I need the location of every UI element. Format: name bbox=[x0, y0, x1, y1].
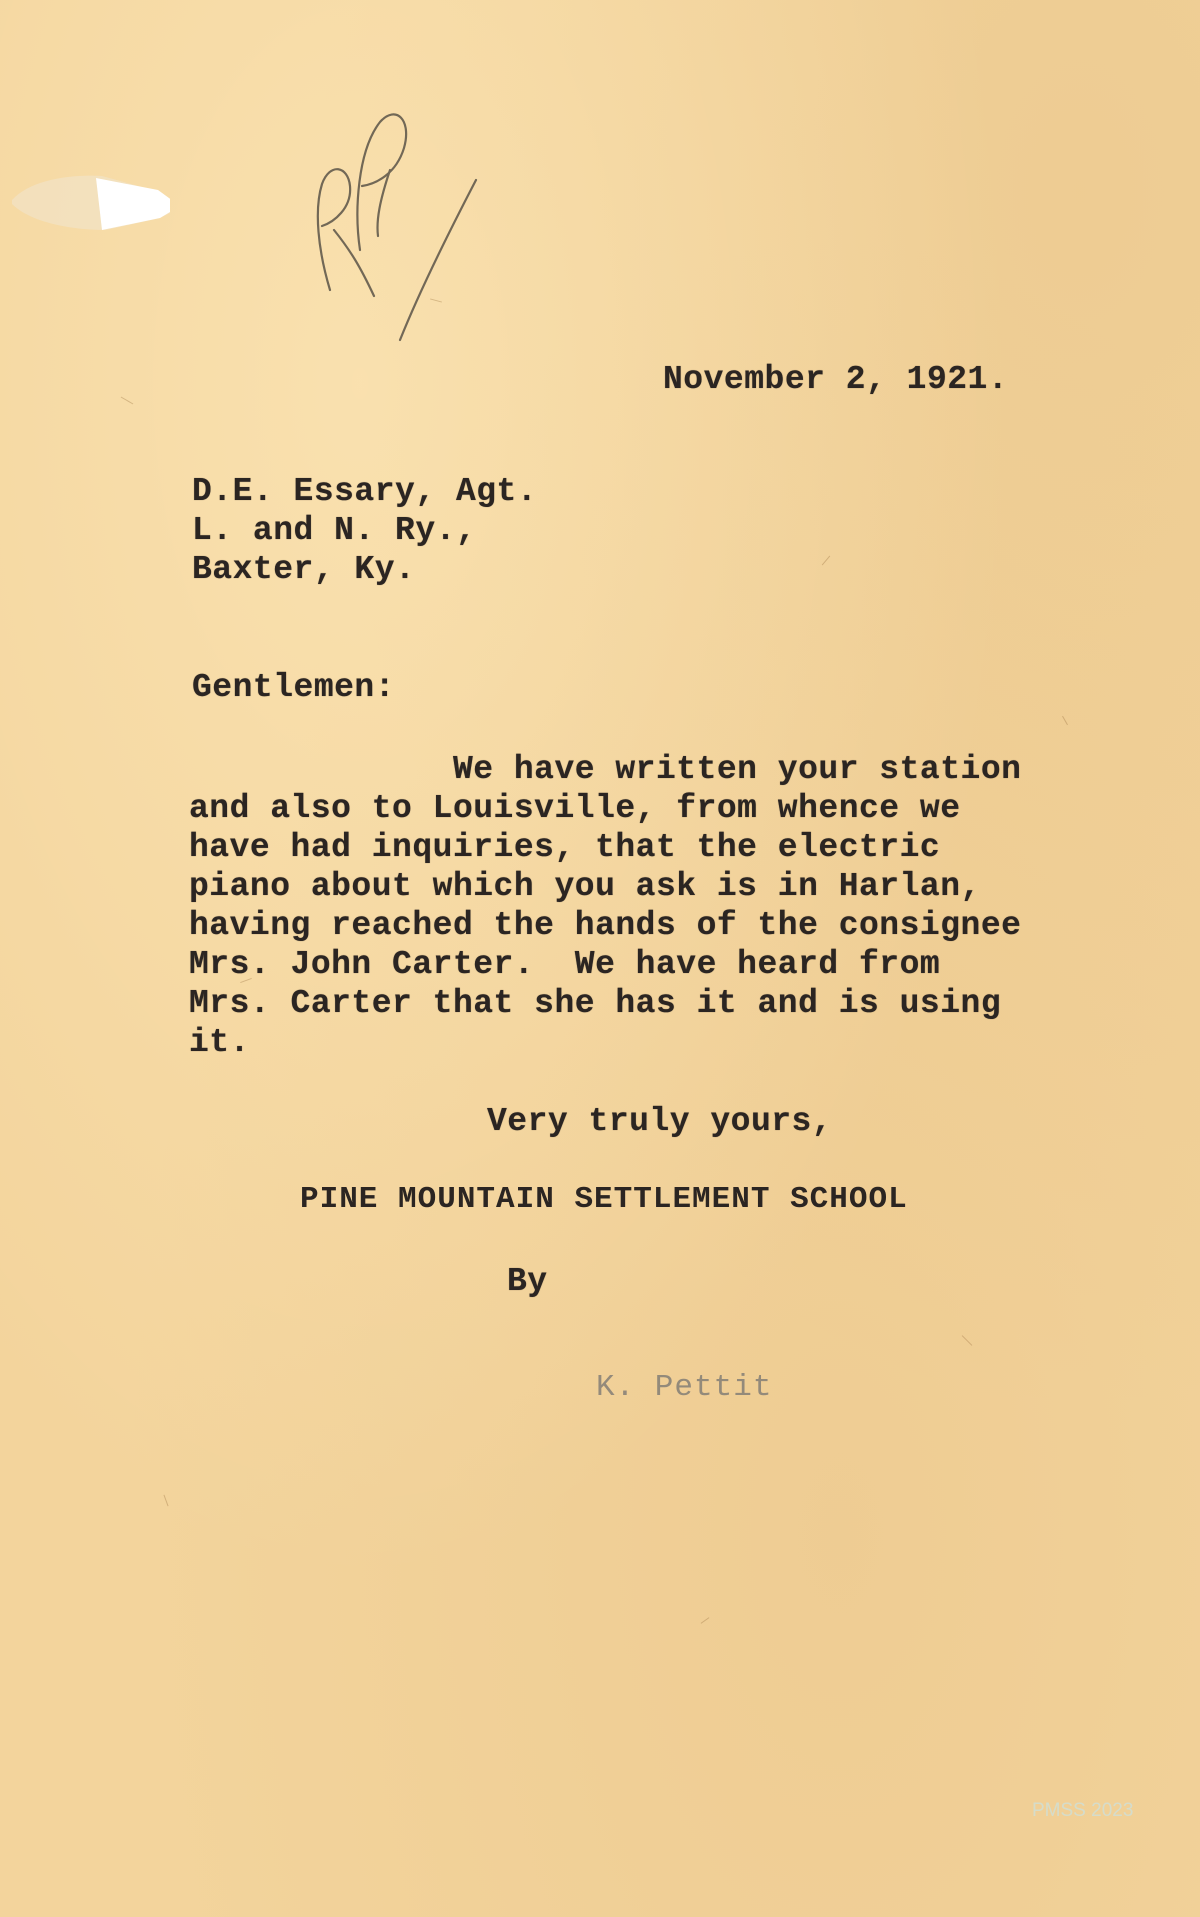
letter-date: November 2, 1921. bbox=[663, 361, 1009, 398]
body-line: We have written your station bbox=[189, 751, 1022, 788]
address-line: D.E. Essary, Agt. bbox=[192, 473, 538, 510]
by-label: By bbox=[507, 1263, 548, 1300]
paper-fiber bbox=[701, 1617, 710, 1624]
recipient-address bbox=[192, 472, 537, 589]
paper-fiber bbox=[962, 1335, 973, 1346]
paper-fiber bbox=[1062, 716, 1068, 725]
letter-body bbox=[189, 750, 1021, 1062]
address-line: L. and N. Ry., bbox=[192, 512, 477, 549]
torn-paper-patch bbox=[10, 170, 170, 236]
body-line: Mrs. John Carter. We have heard from bbox=[189, 946, 941, 983]
paper-fiber bbox=[163, 1495, 168, 1507]
complimentary-closing: Very truly yours, bbox=[487, 1103, 833, 1140]
signer-name: K. Pettit bbox=[596, 1370, 773, 1405]
paper-fiber bbox=[822, 556, 830, 566]
body-line: and also to Louisville, from whence we bbox=[189, 790, 961, 827]
handwritten-initials bbox=[300, 100, 490, 350]
body-line: Mrs. Carter that she has it and is using bbox=[189, 985, 1002, 1022]
body-line: having reached the hands of the consignee bbox=[189, 907, 1022, 944]
address-line: Baxter, Ky. bbox=[192, 551, 416, 588]
body-line: have had inquiries, that the electric bbox=[189, 829, 941, 866]
salutation: Gentlemen: bbox=[192, 669, 396, 706]
organization-name: PINE MOUNTAIN SETTLEMENT SCHOOL bbox=[300, 1182, 908, 1217]
body-line: piano about which you ask is in Harlan, bbox=[189, 868, 981, 905]
body-line: it. bbox=[189, 1024, 250, 1061]
archive-watermark: PMSS 2023 bbox=[1032, 1800, 1134, 1821]
paper-fiber bbox=[121, 397, 134, 405]
